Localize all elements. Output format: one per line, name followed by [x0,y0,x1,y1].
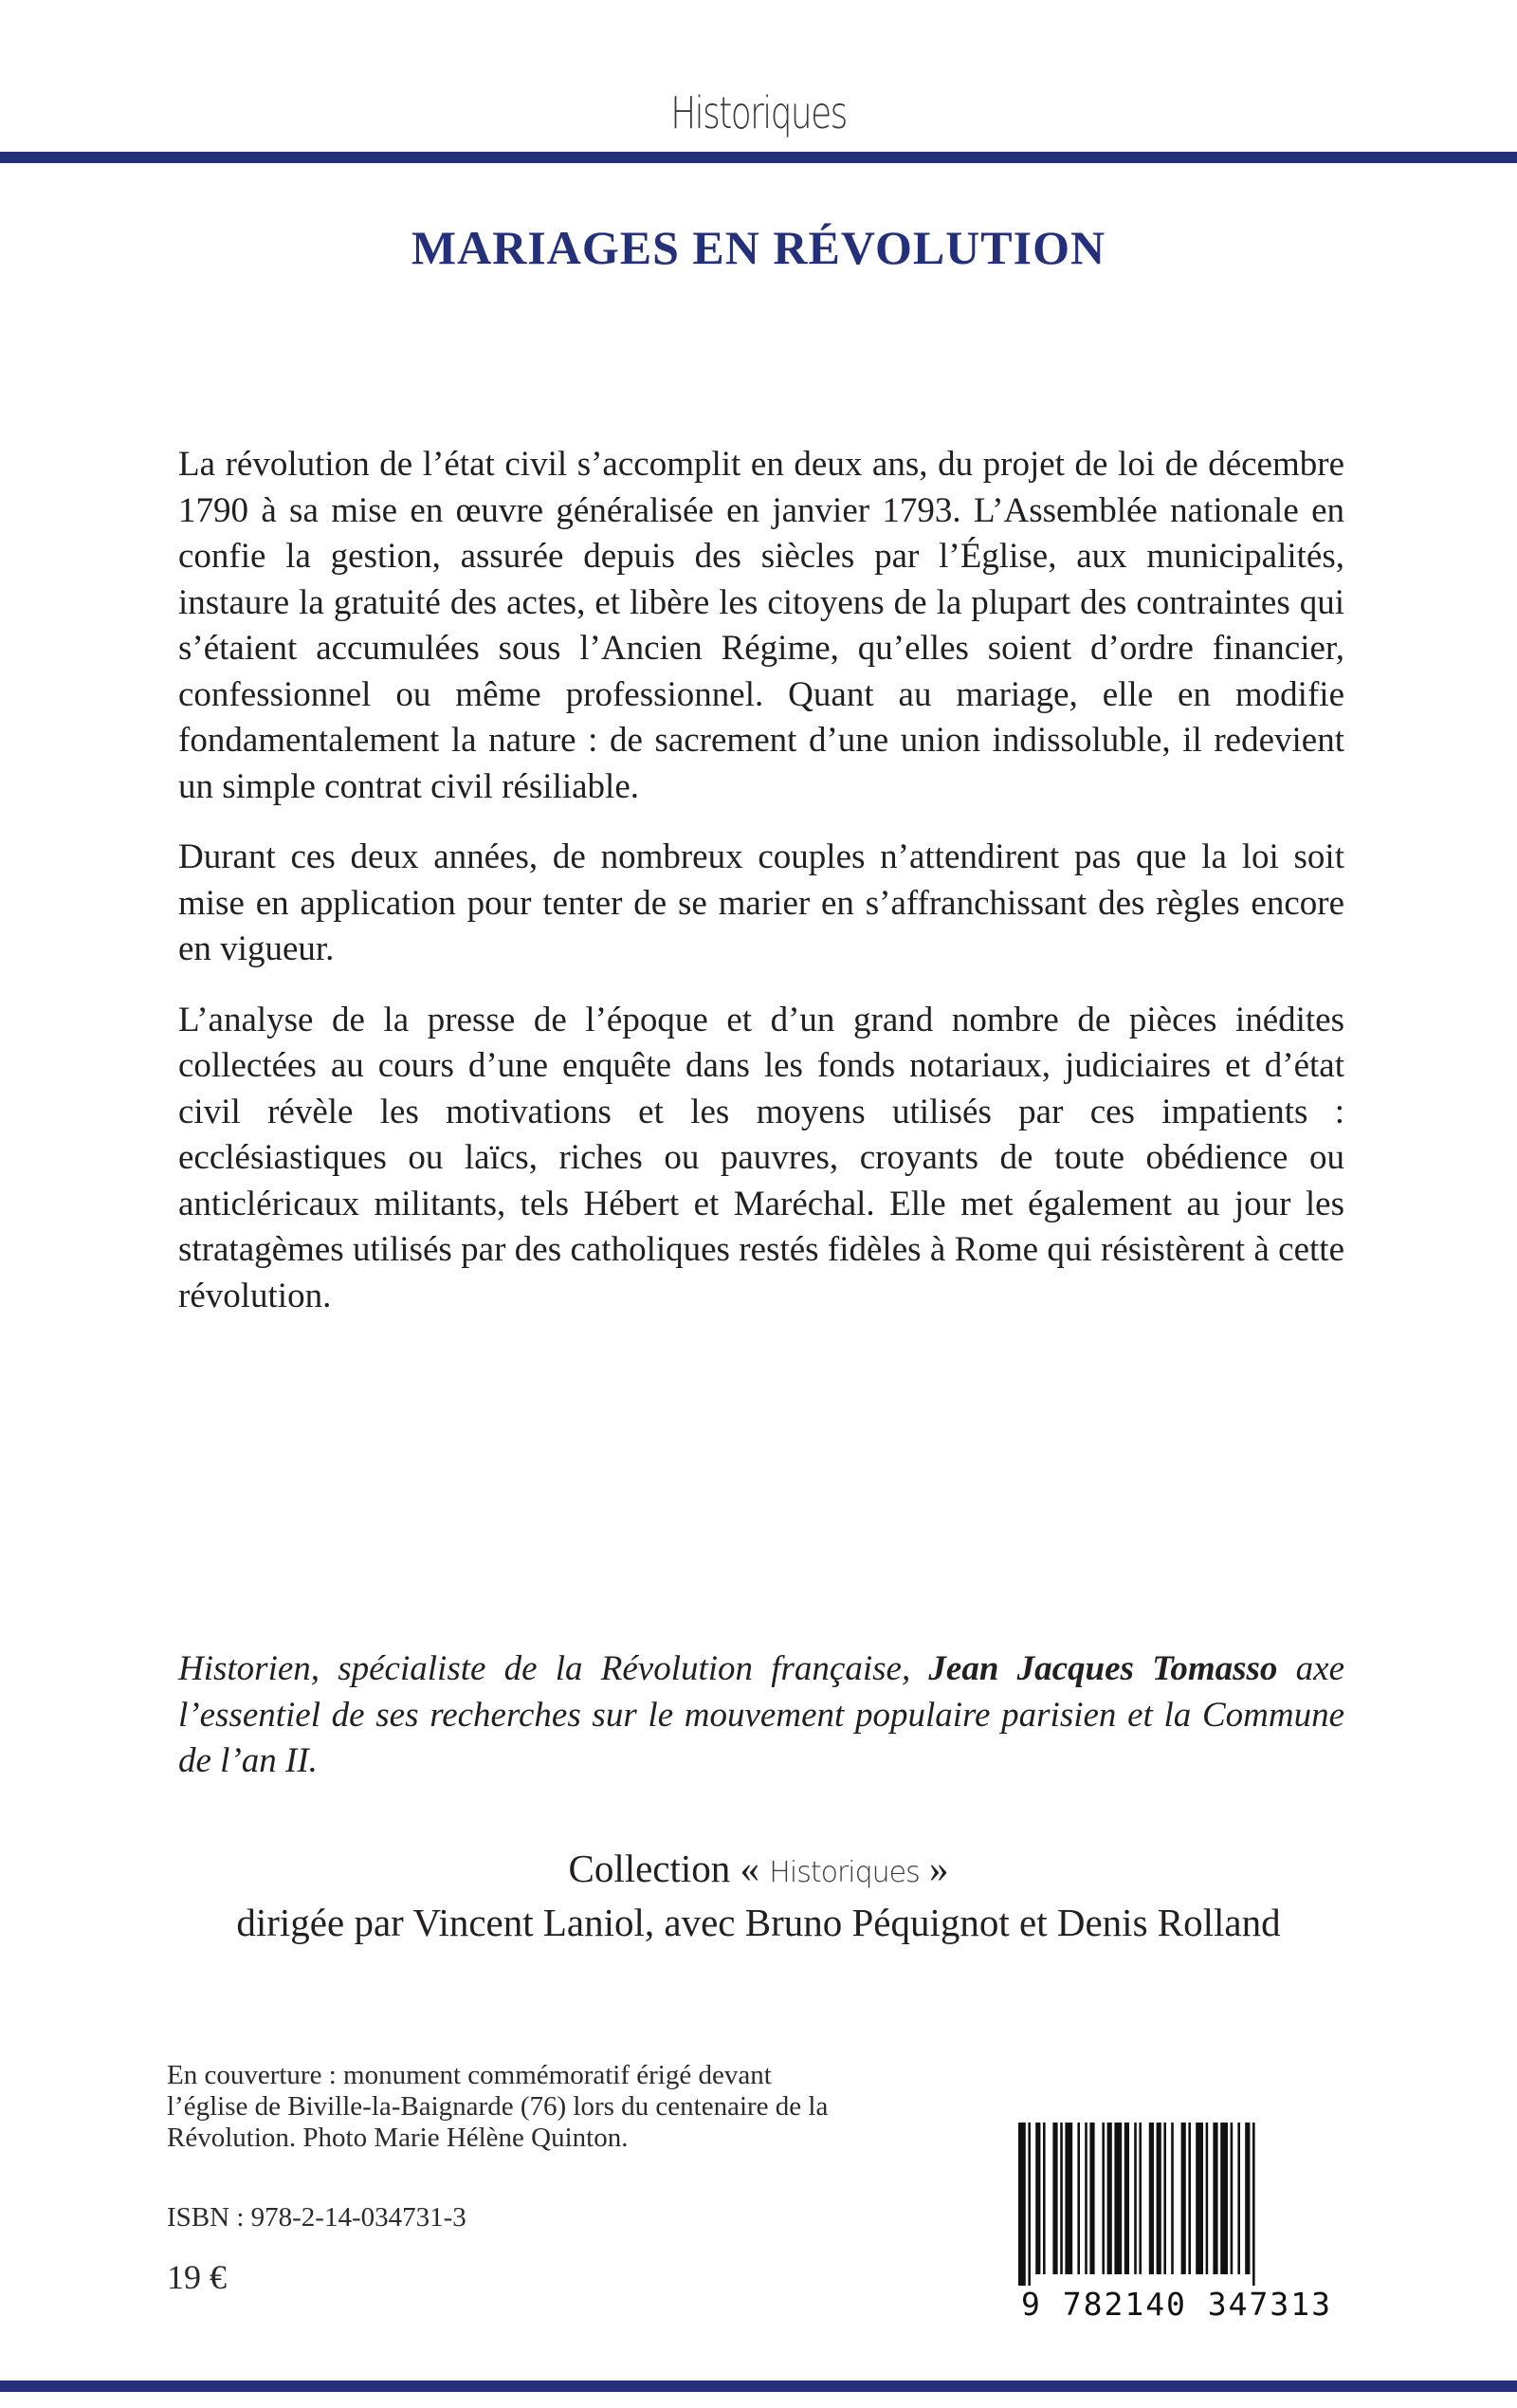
collection-directors: dirigée par Vincent Laniol, avec Bruno Péquignot et Denis Rolland [236,1901,1281,1944]
barcode-bar [1052,2123,1057,2274]
barcode-bars [1013,2123,1341,2286]
barcode-bar [1035,2123,1040,2274]
barcode-bar [1237,2123,1240,2274]
cover-credit [167,2060,925,2154]
description-paragraph: La révolution de l’état civil s’accomplit en deux ans, du projet de loi de décembre 1790 à sa mise en œuvre généralisée en janvier 1793. L’Assemblée nationale en confie la gestion, assurée depuis des siècles par l’Église, aux municipalités, instaure la gratuité des actes, et libère les citoyens de la plupart des contraintes qui s’étaient accumulées sous l’Ancien Régime, qu’elles soient d’ordre financier, confessionnel ou même professionnel. Quant au mariage, elle en modifie fondamentalement la nature : de sacrement d’une union indissoluble, il redevient un simple contrat civil résiliable. [178,445,1344,806]
barcode-bar [1060,2123,1063,2274]
bottom-divider [0,2380,1517,2392]
barcode-bar [1043,2123,1046,2274]
description-paragraph: Durant ces deux années, de nombreux couples n’attendirent pas que la loi soit mise en application pour tenter de se marier en s’affranchissant des règles encore en vigueur. [178,837,1344,968]
barcode-bar [1252,2123,1255,2286]
author-bio [178,1646,1344,1785]
barcode-bar [1065,2123,1072,2274]
barcode-bar [1213,2123,1217,2274]
barcode-bar [1245,2123,1250,2274]
barcode [1013,2123,1341,2322]
barcode-bar [1102,2123,1105,2274]
cover-credit-line: En couverture : monument commémoratif érigé devant [167,2060,772,2090]
collection-prefix: Collection « [568,1847,760,1890]
barcode-bar [1231,2123,1234,2274]
barcode-bar [1149,2123,1154,2274]
barcode-bar [1085,2123,1087,2274]
top-divider [0,152,1517,163]
barcode-bar [1171,2123,1174,2274]
barcode-bar [1134,2123,1137,2274]
barcode-bar [1107,2123,1112,2274]
barcode-bar [1196,2123,1203,2274]
barcode-bar [1139,2123,1142,2274]
isbn: ISBN : 978-2-14-034731-3 [167,2202,466,2233]
barcode-digits: 9 782140 347313 [1020,2286,1332,2323]
price: 19 € [167,2258,227,2296]
collection-series-name: Historiques [769,1856,920,1889]
collection-block [0,1844,1517,1947]
author-bio-rest: axe l’essentiel de ses recherches sur le mouvement populaire parisien et la Commune de l’an II. [178,1649,1344,1780]
barcode-bar [1163,2123,1166,2274]
description [178,442,1344,1344]
barcode-bar [1089,2123,1094,2274]
barcode-bar [1206,2123,1209,2274]
barcode-bar [1028,2123,1031,2286]
barcode-bar [1188,2123,1191,2274]
barcode-bar [1181,2123,1186,2274]
barcode-bar [1114,2123,1122,2274]
collection-suffix: » [929,1847,949,1890]
barcode-bar [1018,2123,1026,2286]
barcode-bar [1220,2123,1228,2274]
barcode-bar [1124,2123,1129,2274]
book-title: MARIAGES EN RÉVOLUTION [411,221,1106,274]
barcode-bar [1077,2123,1080,2274]
barcode-bar [1157,2123,1161,2274]
author-name: Jean Jacques Tomasso [928,1649,1278,1688]
description-paragraph: L’analyse de la presse de l’époque et d’un grand nombre de pièces inédites collectées au cours d’une enquête dans les fonds notariaux, judiciaires et d’état civil révèle les motivations et les moyens utilisés par ces impatients : ecclésiastiques ou laïcs, riches ou pauvres, croyants de toute obédience ou anticléricaux militants, tels Hébert et Maréchal. Elle met également au jour les stratagèmes utilisés par des catholiques restés fidèles à Rome qui résistèrent à cette révolution. [178,1000,1344,1315]
cover-credit-line: l’église de Biville-la-Baignarde (76) lors du centenaire de la [167,2091,829,2122]
collection-line [0,1844,1517,1898]
author-bio-intro: Historien, spécialiste de la Révolution française, [178,1649,929,1688]
cover-credit-line: Révolution. Photo Marie Hélène Quinton. [167,2123,629,2153]
series-logo: Historiques [670,87,847,138]
